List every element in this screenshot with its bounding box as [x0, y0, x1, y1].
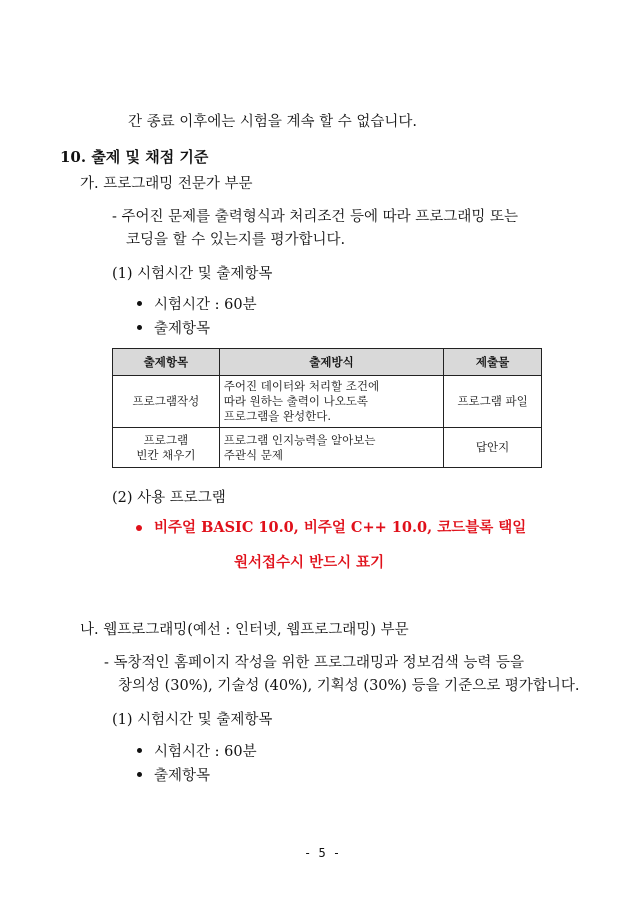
table-cell-method [219, 428, 443, 468]
section-b-bullet-time: 시험시간 : 60분 [154, 744, 257, 760]
table-cell-method [219, 376, 443, 428]
table-cell-item [113, 428, 220, 468]
cell-line: 주관식 문제 [223, 447, 283, 462]
table-header-cell: 출제방식 [219, 349, 443, 376]
cell-line: 프로그램작성 [132, 394, 200, 408]
application-note-line: 원서접수시 반드시 표기 [234, 554, 385, 571]
table-header-cell: 출제항목 [113, 349, 220, 376]
section-b-heading: 나. 웹프로그래밍(예선 : 인터넷, 웹프로그래밍) 부문 [80, 622, 409, 638]
table-header-cell: 제출물 [444, 349, 542, 376]
bullet-dot-icon [137, 772, 142, 777]
page-number: - 5 - [304, 846, 341, 860]
section-a-sub2-heading: (2) 사용 프로그램 [112, 490, 226, 506]
cell-line: 프로그램을 완성한다. [223, 409, 332, 423]
section-a-bullet-items: 출제항목 [154, 321, 211, 337]
table-cell-output: 답안지 [444, 428, 542, 468]
table-row [113, 376, 542, 428]
section-a-sub1-heading: (1) 시험시간 및 출제항목 [112, 266, 273, 282]
table-header-row [113, 349, 542, 376]
section-a-bullet-time: 시험시간 : 60분 [154, 297, 257, 313]
bullet-dot-icon [137, 325, 142, 330]
cell-line: 프로그램 [143, 432, 189, 447]
section-b-desc-line2: 창의성 (30%), 기술성 (40%), 기획성 (30%) 등을 기준으로 평가합니다. [118, 678, 580, 694]
section-a-desc-line1: - 주어진 문제를 출력형식과 처리조건 등에 따라 프로그래밍 또는 [112, 209, 518, 225]
bullet-dot-icon [137, 748, 142, 753]
section-b-sub1-heading: (1) 시험시간 및 출제항목 [112, 712, 273, 728]
red-bullet-dot-icon [136, 525, 142, 531]
table-cell-item [113, 376, 220, 428]
cell-line: 주어진 데이터와 처리할 조건에 [223, 379, 380, 393]
section-a-desc-line2: 코딩을 할 수 있는지를 평가합니다. [126, 232, 346, 248]
section-b-desc-line1: - 독창적인 홈페이지 작성을 위한 프로그래밍과 정보검색 능력 등을 [104, 655, 524, 671]
table-row [113, 428, 542, 468]
exam-items-table [112, 348, 542, 468]
section-10-title: 10. 출제 및 채점 기준 [60, 148, 209, 166]
cell-line: 따라 원하는 출력이 나오도록 [223, 394, 369, 408]
section-b-bullet-items: 출제항목 [154, 768, 211, 784]
table-cell-output: 프로그램 파일 [444, 376, 542, 428]
intro-line: 간 종료 이후에는 시험을 계속 할 수 없습니다. [128, 114, 417, 130]
cell-line: 프로그램 인지능력을 알아보는 [223, 432, 376, 447]
program-list-line: 비주얼 BASIC 10.0, 비주얼 C++ 10.0, 코드블록 택일 [154, 519, 527, 536]
bullet-dot-icon [137, 301, 142, 306]
section-a-heading: 가. 프로그래밍 전문가 부문 [80, 176, 253, 192]
cell-line: 빈칸 채우기 [136, 447, 196, 462]
